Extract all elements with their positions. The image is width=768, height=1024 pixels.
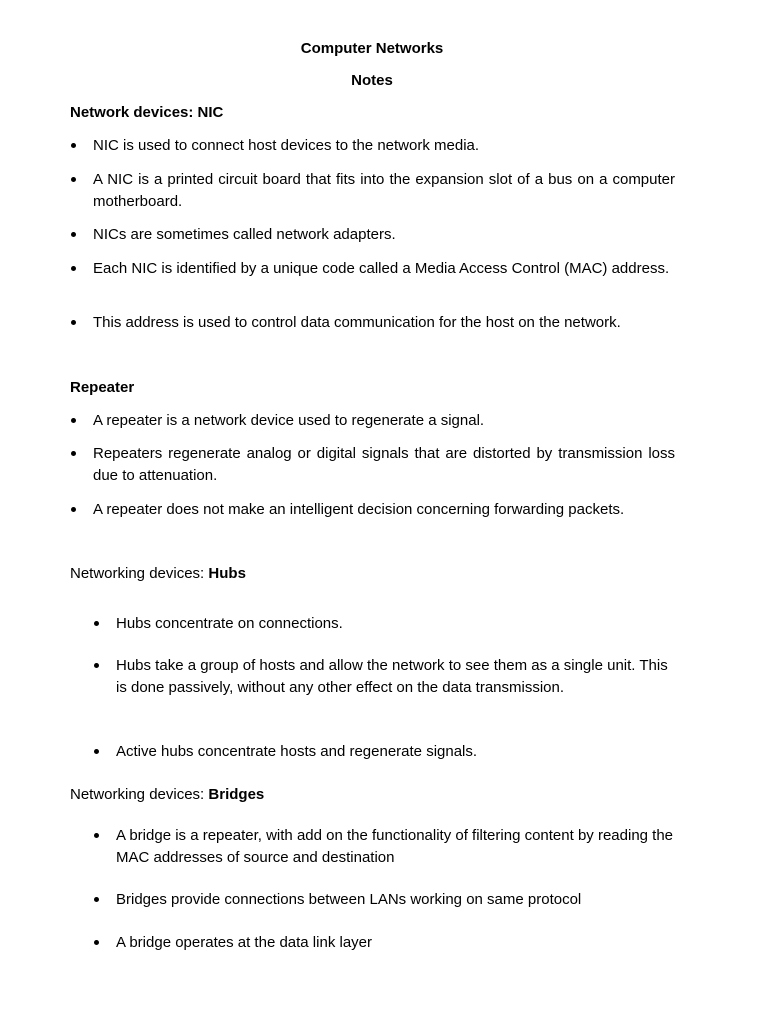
bullet-icon (71, 266, 76, 271)
list-item: Bridges provide connections between LANs working on same protocol (116, 891, 582, 908)
heading-keyword: Hubs (208, 565, 246, 582)
heading-prefix: Networking devices: (70, 786, 209, 803)
bullet-icon (94, 663, 99, 668)
bullet-icon (71, 418, 76, 423)
heading-keyword: Bridges (208, 786, 265, 803)
bullet-icon (71, 232, 76, 237)
bullet-icon (71, 177, 76, 182)
bullet-icon (71, 507, 76, 512)
list-item: NICs are sometimes called network adapters. (93, 226, 396, 243)
section-heading-hubs (70, 565, 246, 583)
list-item: Hubs take a group of hosts and allow the network to see them as a single unit. This is done passively, without any other effect on the data transmission. (116, 657, 668, 696)
list-item: Repeaters regenerate analog or digital signals that are distorted by transmission loss due to attenuation. (93, 445, 675, 484)
bullet-icon (94, 940, 99, 945)
section-heading-bridges (70, 786, 264, 804)
document-title: Computer Networks (300, 40, 444, 57)
list-item: A bridge is a repeater, with add on the functionality of filtering content by reading the MAC addresses of source and destination (116, 827, 674, 866)
heading-prefix: Networking devices: (70, 565, 209, 582)
bullet-icon (71, 143, 76, 148)
list-item: NIC is used to connect host devices to the network media. (93, 137, 480, 154)
list-item: Each NIC is identified by a unique code called a Media Access Control (MAC) address. (93, 260, 670, 277)
document-subtitle: Notes (351, 72, 393, 89)
bullet-icon (94, 621, 99, 626)
bullet-icon (71, 320, 76, 325)
bullet-icon (94, 749, 99, 754)
bullet-icon (94, 833, 99, 838)
section-heading-repeater: Repeater (70, 379, 135, 396)
bullet-icon (71, 451, 76, 456)
list-item: A bridge operates at the data link layer (116, 934, 372, 951)
list-item: Hubs concentrate on connections. (116, 615, 343, 632)
section-heading-nic: Network devices: NIC (70, 104, 224, 121)
list-item: A NIC is a printed circuit board that fits into the expansion slot of a bus on a computer motherboard. (93, 171, 675, 210)
list-item: This address is used to control data communication for the host on the network. (93, 314, 621, 331)
list-item: A repeater does not make an intelligent decision concerning forwarding packets. (93, 501, 625, 518)
list-item: Active hubs concentrate hosts and regenerate signals. (116, 743, 478, 760)
bullet-icon (94, 897, 99, 902)
list-item: A repeater is a network device used to regenerate a signal. (93, 412, 485, 429)
